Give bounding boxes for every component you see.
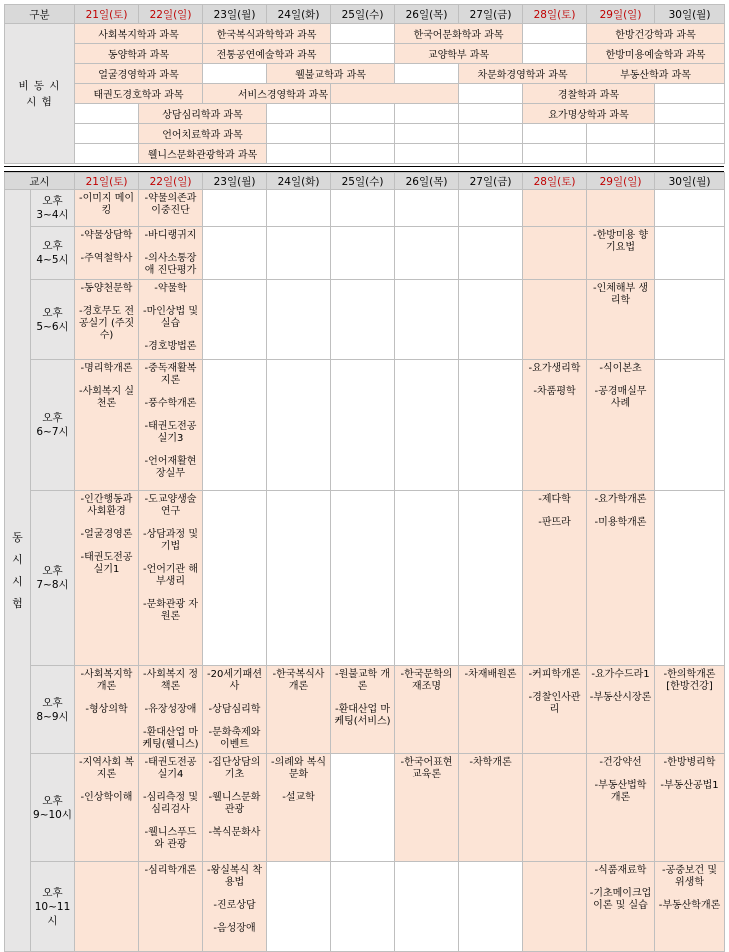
course-name: -원불교학 개론 (334, 669, 391, 692)
time-slot-row (5, 862, 725, 952)
course-name: -한의학개론 [한방건강] (663, 669, 716, 692)
course-name: -상담과정 및 기법 (142, 529, 199, 552)
section-label: 비 동 시 시 험 (5, 24, 75, 164)
empty-cell (459, 280, 523, 360)
course-cell (139, 360, 203, 491)
day-header: 24일(화) (267, 173, 331, 190)
course-cell (75, 227, 139, 280)
course-name: -사회복지 정책론 (142, 669, 199, 692)
course-name: -주역철학사 (80, 253, 133, 264)
course-name: -인상학이해 (80, 792, 133, 803)
course-name: -요가학개론 (594, 494, 647, 505)
course-cell (139, 491, 203, 666)
course-cell (75, 360, 139, 491)
course-name: -지역사회 복지론 (78, 757, 135, 780)
day-header: 22일(일) (139, 5, 203, 24)
course-name: -한국어표현 교육론 (400, 757, 453, 780)
empty-cell (523, 862, 587, 952)
course-name: -태권도전공 실기1 (80, 552, 133, 575)
course-cell (331, 666, 395, 754)
course-name: -심리측정 및 심리검사 (142, 792, 199, 815)
empty-cell (267, 491, 331, 666)
course-cell (523, 360, 587, 491)
empty-cell (523, 190, 587, 227)
course-name: -환대산업 마케팅(서비스) (334, 704, 391, 727)
course-cell (267, 666, 331, 754)
empty-cell (395, 491, 459, 666)
course-name: -이미지 메이킹 (78, 193, 135, 216)
non-concurrent-exam-table (4, 4, 725, 164)
course-name: -부동산시장론 (589, 692, 652, 703)
course-cell (587, 360, 655, 491)
empty-cell (203, 190, 267, 227)
course-name: -한국문학의 재조명 (400, 669, 453, 692)
course-name: -상담심리학 (208, 704, 261, 715)
day-header: 26일(목) (395, 173, 459, 190)
time-label: 오후 3~4시 (31, 190, 75, 227)
empty-cell (331, 190, 395, 227)
time-slot-row (5, 491, 725, 666)
course-name: -판뜨라 (538, 517, 571, 528)
course-name: -약물학 (154, 283, 187, 294)
course-name: -심리학개론 (144, 865, 197, 876)
empty-cell (655, 360, 725, 491)
course-name: -웰니스문화 관광 (208, 792, 261, 815)
course-name: -식이본초 (599, 363, 642, 374)
empty-cell (587, 190, 655, 227)
course-cell (587, 280, 655, 360)
course-cell (655, 862, 725, 952)
course-name: -유장성장애 (144, 704, 197, 715)
course-cell: 얼굴경영학과 과목 (75, 64, 203, 84)
course-name: -한방병리학 (663, 757, 716, 768)
empty-cell (331, 862, 395, 952)
time-label: 오후 4~5시 (31, 227, 75, 280)
course-name: -한국복식사 개론 (272, 669, 325, 692)
course-name: -의사소통장애 진단평가 (144, 253, 197, 276)
day-header: 25일(수) (331, 173, 395, 190)
course-cell (587, 666, 655, 754)
course-cell (203, 666, 267, 754)
section-label-char: 험 (12, 596, 23, 610)
course-cell: 경찰학과 과목 (523, 84, 655, 104)
course-name: -경찰인사관리 (528, 692, 581, 715)
day-header: 30일(월) (655, 173, 725, 190)
time-slot-row (5, 190, 725, 227)
course-name: -태권도전공 실기3 (144, 421, 197, 444)
time-slot-row (5, 360, 725, 491)
course-name: -요가생리학 (528, 363, 581, 374)
course-name: -사회복지학 개론 (80, 669, 133, 692)
empty-cell (203, 491, 267, 666)
course-cell: 사회복지학과 과목 (75, 24, 203, 44)
empty-cell (267, 360, 331, 491)
empty-cell (655, 190, 725, 227)
course-name: -문화관광 자원론 (142, 599, 199, 622)
time-slot-row (5, 280, 725, 360)
course-name: -복식문화사 (208, 827, 261, 838)
course-cell (75, 491, 139, 666)
course-cell (459, 754, 523, 862)
section-label (5, 190, 31, 952)
empty-cell (331, 227, 395, 280)
course-cell (523, 491, 587, 666)
course-name: -도교양생술 연구 (144, 494, 197, 517)
course-name: -언어기관 해부생리 (142, 564, 199, 587)
day-header: 28일(토) (523, 5, 587, 24)
empty-cell (331, 754, 395, 862)
course-name: -약물의존과 이중진단 (144, 193, 197, 216)
course-cell (523, 666, 587, 754)
course-name: -형상의학 (85, 704, 128, 715)
empty-cell (267, 227, 331, 280)
course-name: -약물상담학 (80, 230, 133, 241)
section-label-char: 시 (12, 574, 23, 588)
day-header: 26일(목) (395, 5, 459, 24)
course-cell (459, 666, 523, 754)
course-name: -한방미용 향기요법 (592, 230, 649, 253)
course-name: -미용학개론 (594, 517, 647, 528)
course-name: -설교학 (282, 792, 315, 803)
course-cell: 요가명상학과 과목 (523, 104, 655, 124)
empty-cell (331, 491, 395, 666)
course-name: -문화축제와 이벤트 (208, 727, 261, 750)
header-label: 구분 (5, 5, 75, 24)
empty-cell (459, 190, 523, 227)
course-cell (139, 280, 203, 360)
course-cell (75, 190, 139, 227)
course-cell: 한방미용예술학과 과목 (587, 44, 725, 64)
course-name: -인체해부 생리학 (592, 283, 649, 306)
empty-cell (267, 190, 331, 227)
course-cell (587, 491, 655, 666)
empty-cell (459, 862, 523, 952)
time-label: 오후 7~8시 (31, 491, 75, 666)
day-header: 30일(월) (655, 5, 725, 24)
day-header: 22일(일) (139, 173, 203, 190)
empty-cell (395, 862, 459, 952)
course-cell (139, 190, 203, 227)
course-cell (395, 754, 459, 862)
section-label-char: 시 (12, 552, 23, 566)
course-cell: 웰불교학과 과목 (267, 64, 395, 84)
course-name: -동양천문학 (80, 283, 133, 294)
empty-cell (459, 491, 523, 666)
empty-cell (523, 754, 587, 862)
empty-cell (267, 280, 331, 360)
course-name: -얼굴경영론 (80, 529, 133, 540)
day-header: 24일(화) (267, 5, 331, 24)
section-label-char: 동 (12, 530, 23, 544)
course-cell: 태권도경호학과 과목 (75, 84, 203, 104)
empty-cell (203, 280, 267, 360)
course-cell: 한방건강학과 과목 (587, 24, 725, 44)
course-cell (395, 666, 459, 754)
course-name: -바디랭귀지 (144, 230, 197, 241)
course-name: -건강약선 (599, 757, 642, 768)
course-name: -집단상담의 기초 (208, 757, 261, 780)
course-cell (587, 862, 655, 952)
course-name: -언어재활현장실무 (144, 456, 197, 479)
course-name: -태권도전공 실기4 (144, 757, 197, 780)
course-name: -명리학개론 (80, 363, 133, 374)
course-cell: 언어치료학과 과목 (139, 124, 267, 144)
course-name: -기초메이크업 이론 및 실습 (589, 888, 652, 911)
course-name: -부동산학개론 (658, 900, 721, 911)
day-header: 27일(금) (459, 5, 523, 24)
day-header: 23일(월) (203, 5, 267, 24)
course-name: -중독재활복지론 (144, 363, 197, 386)
course-cell (655, 754, 725, 862)
day-header: 29일(일) (587, 5, 655, 24)
course-name: -차재배원론 (464, 669, 517, 680)
course-name: -음성장애 (213, 923, 256, 934)
empty-cell (395, 280, 459, 360)
time-slot-row (5, 666, 725, 754)
course-cell (75, 666, 139, 754)
course-cell (203, 754, 267, 862)
course-cell: 서비스경영학과 과목 (203, 84, 331, 104)
course-name: -커피학개론 (528, 669, 581, 680)
course-name: -요가수드라1 (591, 669, 650, 680)
day-header: 27일(금) (459, 173, 523, 190)
course-name: -공중보건 및 위생학 (661, 865, 718, 888)
course-cell (203, 862, 267, 952)
course-cell (139, 862, 203, 952)
course-name: -경호방법론 (144, 341, 197, 352)
empty-cell (523, 280, 587, 360)
course-cell (587, 227, 655, 280)
concurrent-exam-table (4, 172, 725, 952)
course-name: -제다학 (538, 494, 571, 505)
time-label: 오후 8~9시 (31, 666, 75, 754)
course-name: -경호무도 전공실기 (주짓수) (78, 306, 135, 341)
header-label: 교시 (5, 173, 75, 190)
course-cell: 부동산학과 과목 (587, 64, 725, 84)
course-cell: 교양학부 과목 (395, 44, 523, 64)
course-cell: 한국어문화학과 과목 (395, 24, 523, 44)
course-cell: 차문화경영학과 과목 (459, 64, 587, 84)
timetable-body (5, 190, 725, 952)
day-header: 21일(토) (75, 5, 139, 24)
time-label: 오후 10~11시 (31, 862, 75, 952)
course-cell: 한국복식과학학과 과목 (203, 24, 331, 44)
course-cell (139, 754, 203, 862)
day-header: 23일(월) (203, 173, 267, 190)
empty-cell (331, 280, 395, 360)
empty-cell (655, 227, 725, 280)
course-name: -20세기패션사 (207, 669, 262, 692)
time-label: 오후 6~7시 (31, 360, 75, 491)
course-cell (587, 754, 655, 862)
course-cell (267, 754, 331, 862)
course-name: -부동산법학 개론 (594, 780, 647, 803)
time-slot-row (5, 754, 725, 862)
time-slot-row (5, 227, 725, 280)
empty-cell (203, 227, 267, 280)
empty-cell (395, 190, 459, 227)
empty-cell (655, 280, 725, 360)
time-label: 오후 5~6시 (31, 280, 75, 360)
empty-cell (459, 360, 523, 491)
course-name: -차품평학 (533, 386, 576, 397)
course-name: -왕실복식 착용법 (206, 865, 263, 888)
empty-cell (331, 360, 395, 491)
empty-cell (395, 360, 459, 491)
course-name: -마인상법 및 실습 (142, 306, 199, 329)
course-name: -진로상담 (213, 900, 256, 911)
course-name: -식품재료학 (594, 865, 647, 876)
empty-cell (203, 360, 267, 491)
empty-cell (655, 491, 725, 666)
course-name: -부동산공법1 (660, 780, 719, 791)
course-name: -차학개론 (469, 757, 512, 768)
course-name: -인간행동과 사회환경 (80, 494, 133, 517)
course-cell: 전통공연예술학과 과목 (203, 44, 331, 64)
course-name: -웰니스푸드와 관광 (144, 827, 197, 850)
course-cell: 웰니스문화관광학과 과목 (139, 144, 267, 164)
course-name: -공경매실무 사례 (594, 386, 647, 409)
course-cell (655, 666, 725, 754)
course-cell: 동양학과 과목 (75, 44, 203, 64)
time-label: 오후 9~10시 (31, 754, 75, 862)
course-name: -의례와 복식문화 (270, 757, 327, 780)
course-cell: 상담심리학과 과목 (139, 104, 267, 124)
empty-cell (75, 862, 139, 952)
day-header: 25일(수) (331, 5, 395, 24)
empty-cell (267, 862, 331, 952)
course-cell (75, 280, 139, 360)
course-name: -환대산업 마케팅(웰니스) (142, 727, 199, 750)
empty-cell (395, 227, 459, 280)
day-header: 28일(토) (523, 173, 587, 190)
course-name: -사회복지 실천론 (78, 386, 135, 409)
empty-cell (523, 227, 587, 280)
empty-cell (459, 227, 523, 280)
course-cell (139, 666, 203, 754)
course-name: -풍수학개론 (144, 398, 197, 409)
day-header: 21일(토) (75, 173, 139, 190)
day-header: 29일(일) (587, 173, 655, 190)
course-cell (75, 754, 139, 862)
course-cell (139, 227, 203, 280)
